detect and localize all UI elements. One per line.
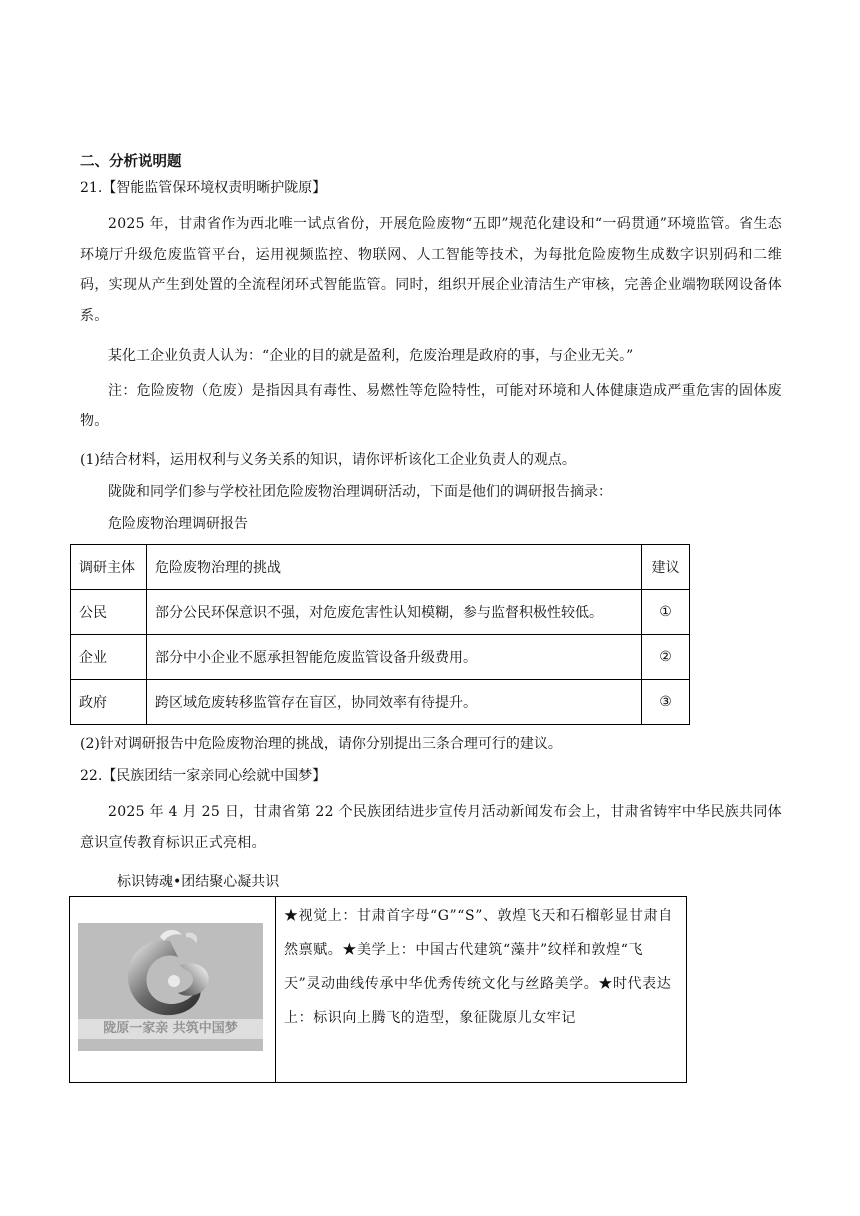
table-cell: 跨区域危废转移监管存在盲区，协同效率有待提升。 (147, 680, 642, 725)
table-header-row (71, 545, 690, 590)
q22-paragraph-1: 2025 年 4 月 25 日，甘肃省第 22 个民族团结进步宣传月活动新闻发布会上，甘肃省铸牢中华民族共同体意识宣传教育标识正式亮相。 (80, 804, 782, 851)
table-row (71, 680, 690, 725)
logo-text-banner: 陇原一家亲 共筑中国梦 (78, 1019, 263, 1039)
logo-cell (70, 897, 276, 1083)
table-header-cell: 危险废物治理的挑战 (147, 545, 642, 590)
question-22-title: 22.【民族团结一家亲同心绘就中国梦】 (80, 768, 327, 784)
q22-caption: 标识铸魂•团结聚心凝共识 (117, 874, 280, 890)
question-21-title: 21.【智能监管保环境权责明晰护陇原】 (80, 180, 327, 196)
q21-intro: 陇陇和同学们参与学校社团危险废物治理调研活动，下面是他们的调研报告摘录： (108, 484, 612, 500)
logo-image (78, 923, 263, 1051)
table-cell: ② (642, 635, 690, 680)
table-row (71, 590, 690, 635)
table-cell: ③ (642, 680, 690, 725)
table-cell: 部分中小企业不愿承担智能危废监管设备升级费用。 (147, 635, 642, 680)
logo-table (69, 896, 687, 1083)
logo-description: ★视觉上：甘肃首字母“G”“S”、敦煌飞天和石榴彰显甘肃自然禀赋。★美学上：中国古代建筑“藻井”纹样和敦煌“飞天”灵动曲线传承中华优秀传统文化与丝路美学。★时代表达上：标识向上腾飞的造型，象征陇原儿女牢记 (276, 897, 687, 1083)
report-title: 危险废物治理调研报告 (108, 516, 248, 532)
table-row (71, 635, 690, 680)
q21-note: 注：危险废物（危废）是指因具有毒性、易燃性等危险特性，可能对环境和人体健康造成严重危害的固体废物。 (80, 383, 782, 429)
q21-question-1: (1)结合材料，运用权利与义务关系的知识，请你评析该化工企业负责人的观点。 (80, 452, 576, 468)
table-cell: ① (642, 590, 690, 635)
research-report-table (70, 544, 690, 725)
table-header-cell: 调研主体 (71, 545, 147, 590)
q21-paragraph-2: 某化工企业负责人认为：“企业的目的就是盈利，危废治理是政府的事，与企业无关。” (108, 348, 634, 364)
table-row (70, 897, 687, 1083)
table-cell: 公民 (71, 590, 147, 635)
table-cell: 政府 (71, 680, 147, 725)
table-cell: 部分公民环保意识不强，对危废危害性认知模糊，参与监督积极性较低。 (147, 590, 642, 635)
table-header-cell: 建议 (642, 545, 690, 590)
section-heading: 二、分析说明题 (80, 154, 182, 170)
q21-question-2: (2)针对调研报告中危险废物治理的挑战，请你分别提出三条合理可行的建议。 (80, 736, 562, 752)
q21-paragraph-1: 2025 年，甘肃省作为西北唯一试点省份，开展危险废物“五即”规范化建设和“一码贯通”环境监管。省生态环境厅升级危废监管平台，运用视频监控、物联网、人工智能等技术，为每批危险废物生成数字识别码和二维码，实现从产生到处置的全流程闭环式智能监管。同时，组织开展企业清洁生产审核，完善企业端物联网设备体系。 (80, 216, 782, 324)
table-cell: 企业 (71, 635, 147, 680)
